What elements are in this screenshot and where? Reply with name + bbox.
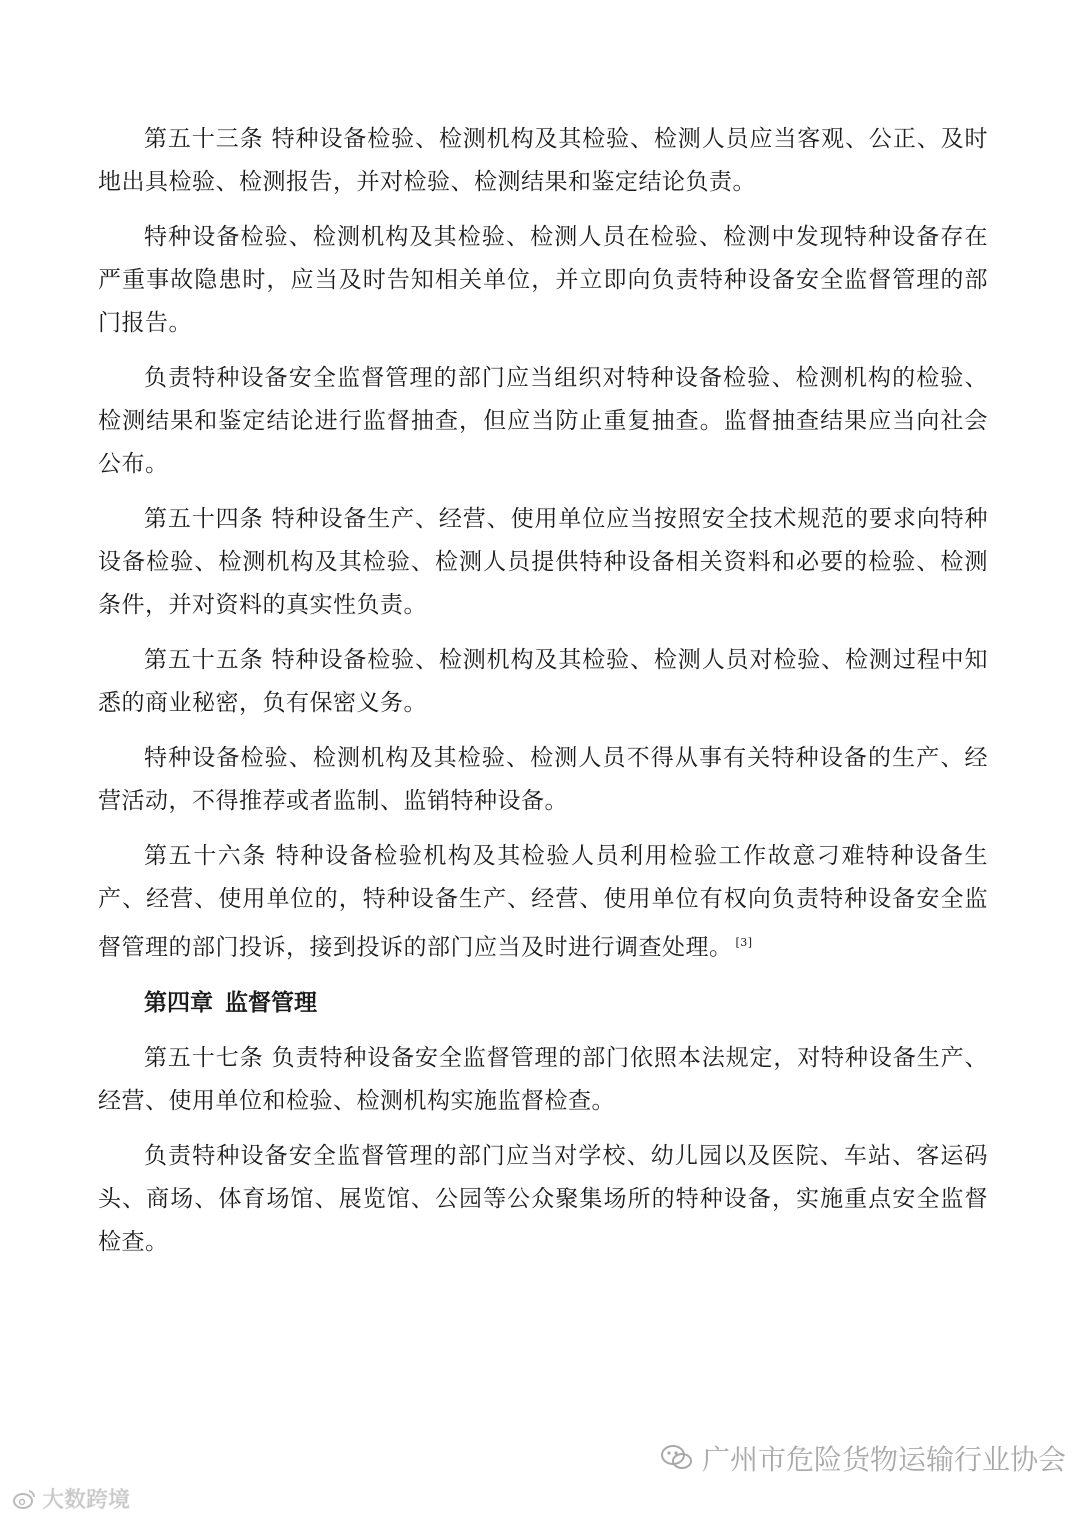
article-53-para-2: 特种设备检验、检测机构及其检验、检测人员在检验、检测中发现特种设备存在严重事故隐患时，应当及时告知相关单位，并立即向负责特种设备安全监督管理的部门报告。 [98, 224, 988, 336]
wechat-watermark [660, 1438, 1066, 1478]
weibo-watermark-text: 大数跨境 [42, 1488, 131, 1513]
article-57: 第五十七条 负责特种设备安全监督管理的部门依照本法规定，对特种设备生产、经营、使用单位和检验、检测机构实施监督检查。 [98, 1044, 988, 1114]
chapter-title: 监督管理 [225, 989, 317, 1016]
reference-mark[interactable]: [3] [735, 936, 753, 949]
article-56-text: 第五十六条 特种设备检验机构及其检验人员利用检验工作故意刁难特种设备生产、经营、使用单位的，特种设备生产、经营、使用单位有权向负责特种设备安全监督管理的部门投诉，接到投诉的部门应当及时进行调查处理。 [98, 843, 988, 961]
weibo-icon [12, 1488, 36, 1510]
document-body [98, 118, 988, 1276]
wechat-icon [660, 1443, 694, 1473]
article-55-para-2: 特种设备检验、检测机构及其检验、检测人员不得从事有关特种设备的生产、经营活动，不得推荐或者监制、监销特种设备。 [98, 745, 988, 814]
article-56 [98, 835, 988, 970]
wechat-watermark-text: 广州市危险货物运输行业协会 [702, 1443, 1067, 1476]
weibo-watermark [12, 1483, 130, 1514]
article-54: 第五十四条 特种设备生产、经营、使用单位应当按照安全技术规范的要求向特种设备检验、检测机构及其检验、检测人员提供特种设备相关资料和必要的检验、检测条件，并对资料的真实性负责。 [98, 506, 988, 618]
article-57-para-2: 负责特种设备安全监督管理的部门应当对学校、幼儿园以及医院、车站、客运码头、商场、体育场馆、展览馆、公园等公众聚集场所的特种设备，实施重点安全监督检查。 [98, 1142, 988, 1255]
article-53-para-3: 负责特种设备安全监督管理的部门应当组织对特种设备检验、检测机构的检验、检测结果和鉴定结论进行监督抽查，但应当防止重复抽查。监督抽查结果应当向社会公布。 [98, 365, 988, 477]
chapter-number: 第四章 [144, 989, 213, 1016]
article-53: 第五十三条 特种设备检验、检测机构及其检验、检测人员应当客观、公正、及时地出具检验、检测报告，并对检验、检测结果和鉴定结论负责。 [98, 126, 988, 195]
chapter-heading [98, 982, 988, 1025]
article-55: 第五十五条 特种设备检验、检测机构及其检验、检测人员对检验、检测过程中知悉的商业秘密，负有保密义务。 [98, 647, 988, 716]
